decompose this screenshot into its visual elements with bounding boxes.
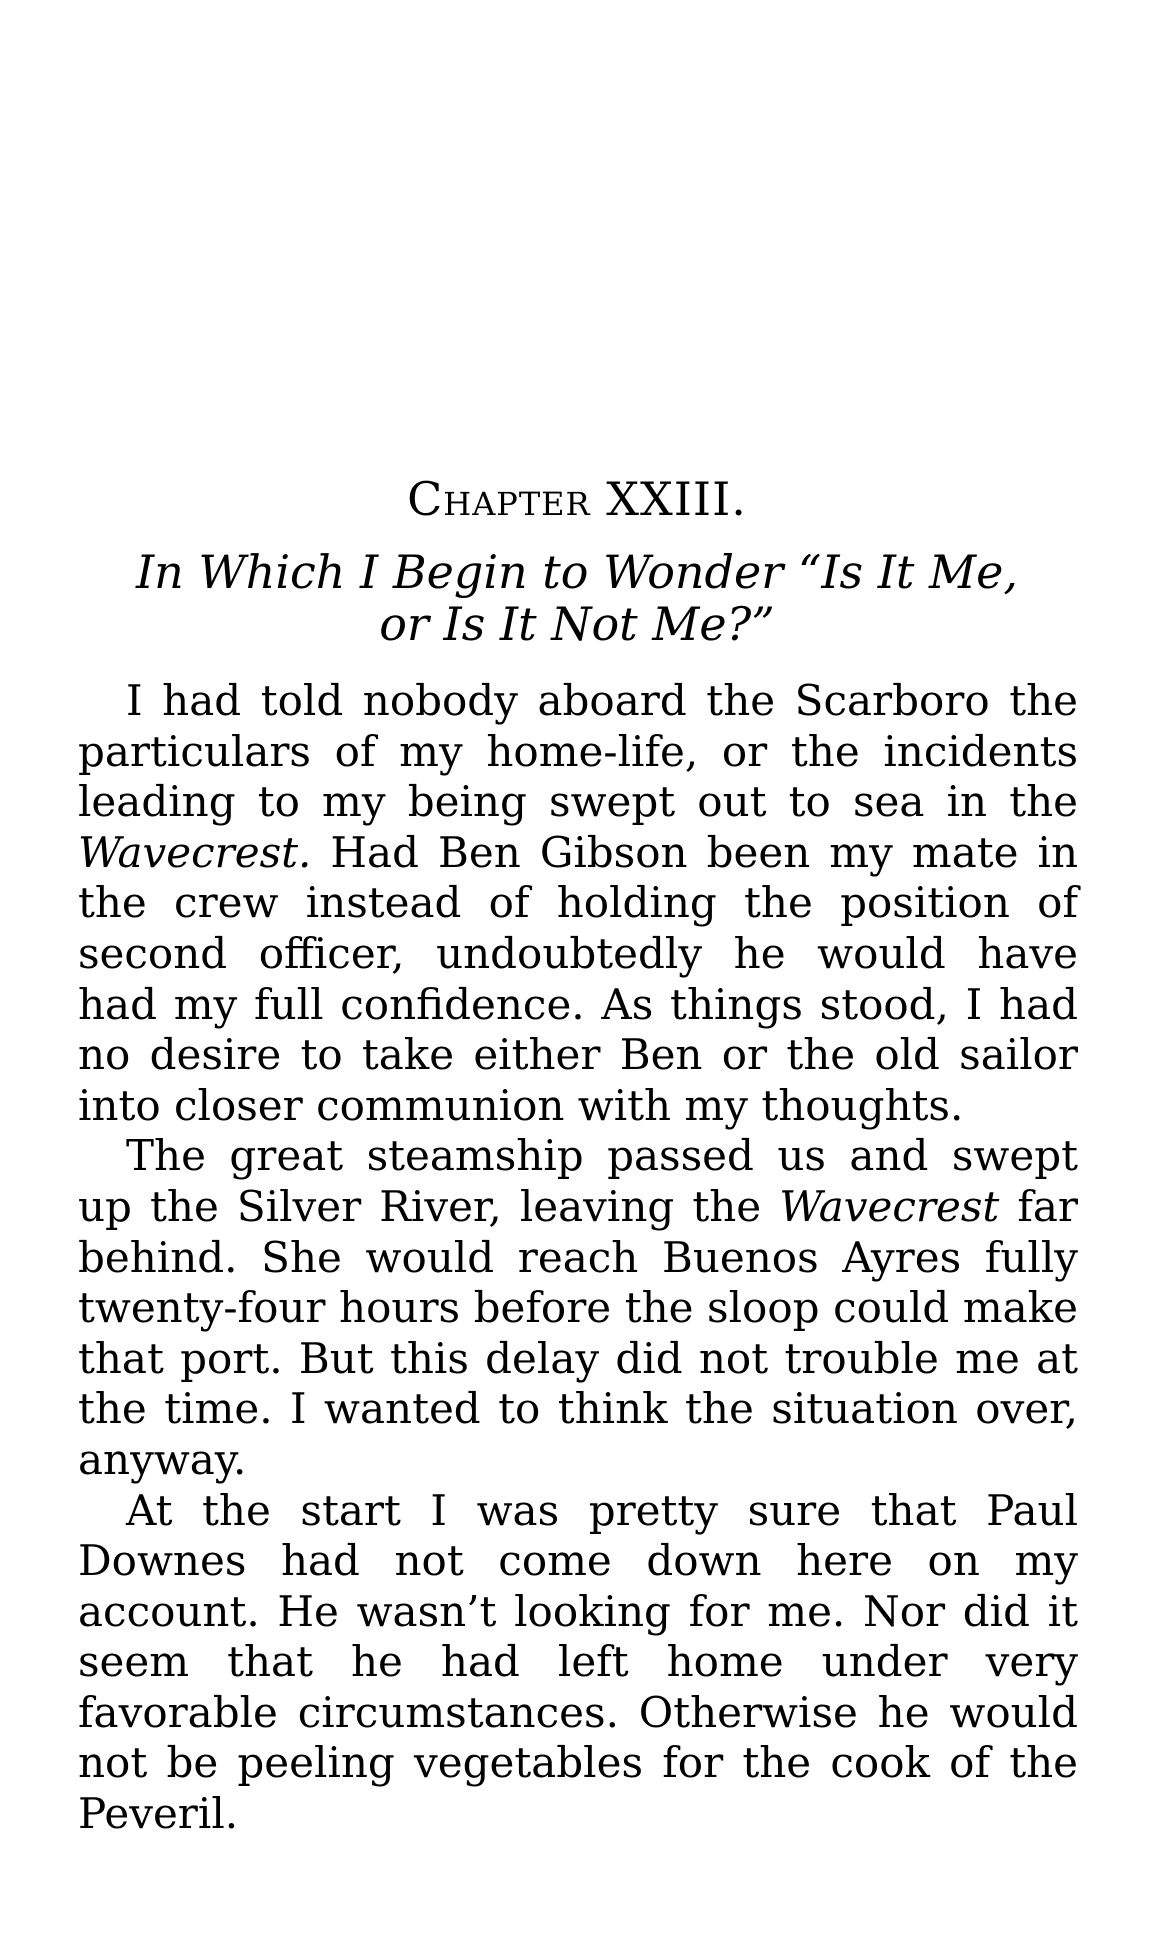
paragraph-1-ship-name: Wavecrest. — [78, 827, 312, 877]
chapter-body — [78, 676, 1078, 1840]
paragraph-2-text: The great steamship passed us and swept up the Silver River, leaving the — [78, 1131, 1078, 1231]
paragraph-3-text: At the start I was pretty sure that Paul Downes had not come down here on my account. He wasn’t looking for me. Nor did it seem that he had left home under very favorable circumstances. Otherwise he would not be peeling vegetables for the cook of the Peveril. — [78, 1485, 1078, 1839]
paragraph-1-text: I had told nobody aboard the Scarboro the particulars of my home-life, or the incidents leading to my being swept out to sea in the — [78, 676, 1078, 827]
chapter-subtitle: In Which I Begin to Wonder “Is It Me, or Is It Not Me?” — [136, 545, 1018, 651]
paragraph-1-text-cont: Had Ben Gibson been my mate in the crew instead of holding the position of second officer, undoubtedly he would have had my full confidence. As things stood, I had no desire to take either Ben or the old sailor into closer communion with my thoughts. — [78, 827, 1078, 1130]
paragraph-2-ship-name: Wavecrest — [779, 1181, 1000, 1231]
chapter-heading-text: Chapter XXIII. — [407, 472, 747, 526]
paragraph-1 — [78, 676, 1078, 1131]
chapter-heading — [0, 472, 1154, 526]
paragraph-2-text-cont: far behind. She would reach Buenos Ayres fully twenty-four hours before the sloop could make that port. But this delay did not trouble me at the time. I wanted to think the situation over, anyway. — [78, 1181, 1079, 1484]
paragraph-2 — [78, 1131, 1078, 1485]
paragraph-3 — [78, 1486, 1078, 1840]
